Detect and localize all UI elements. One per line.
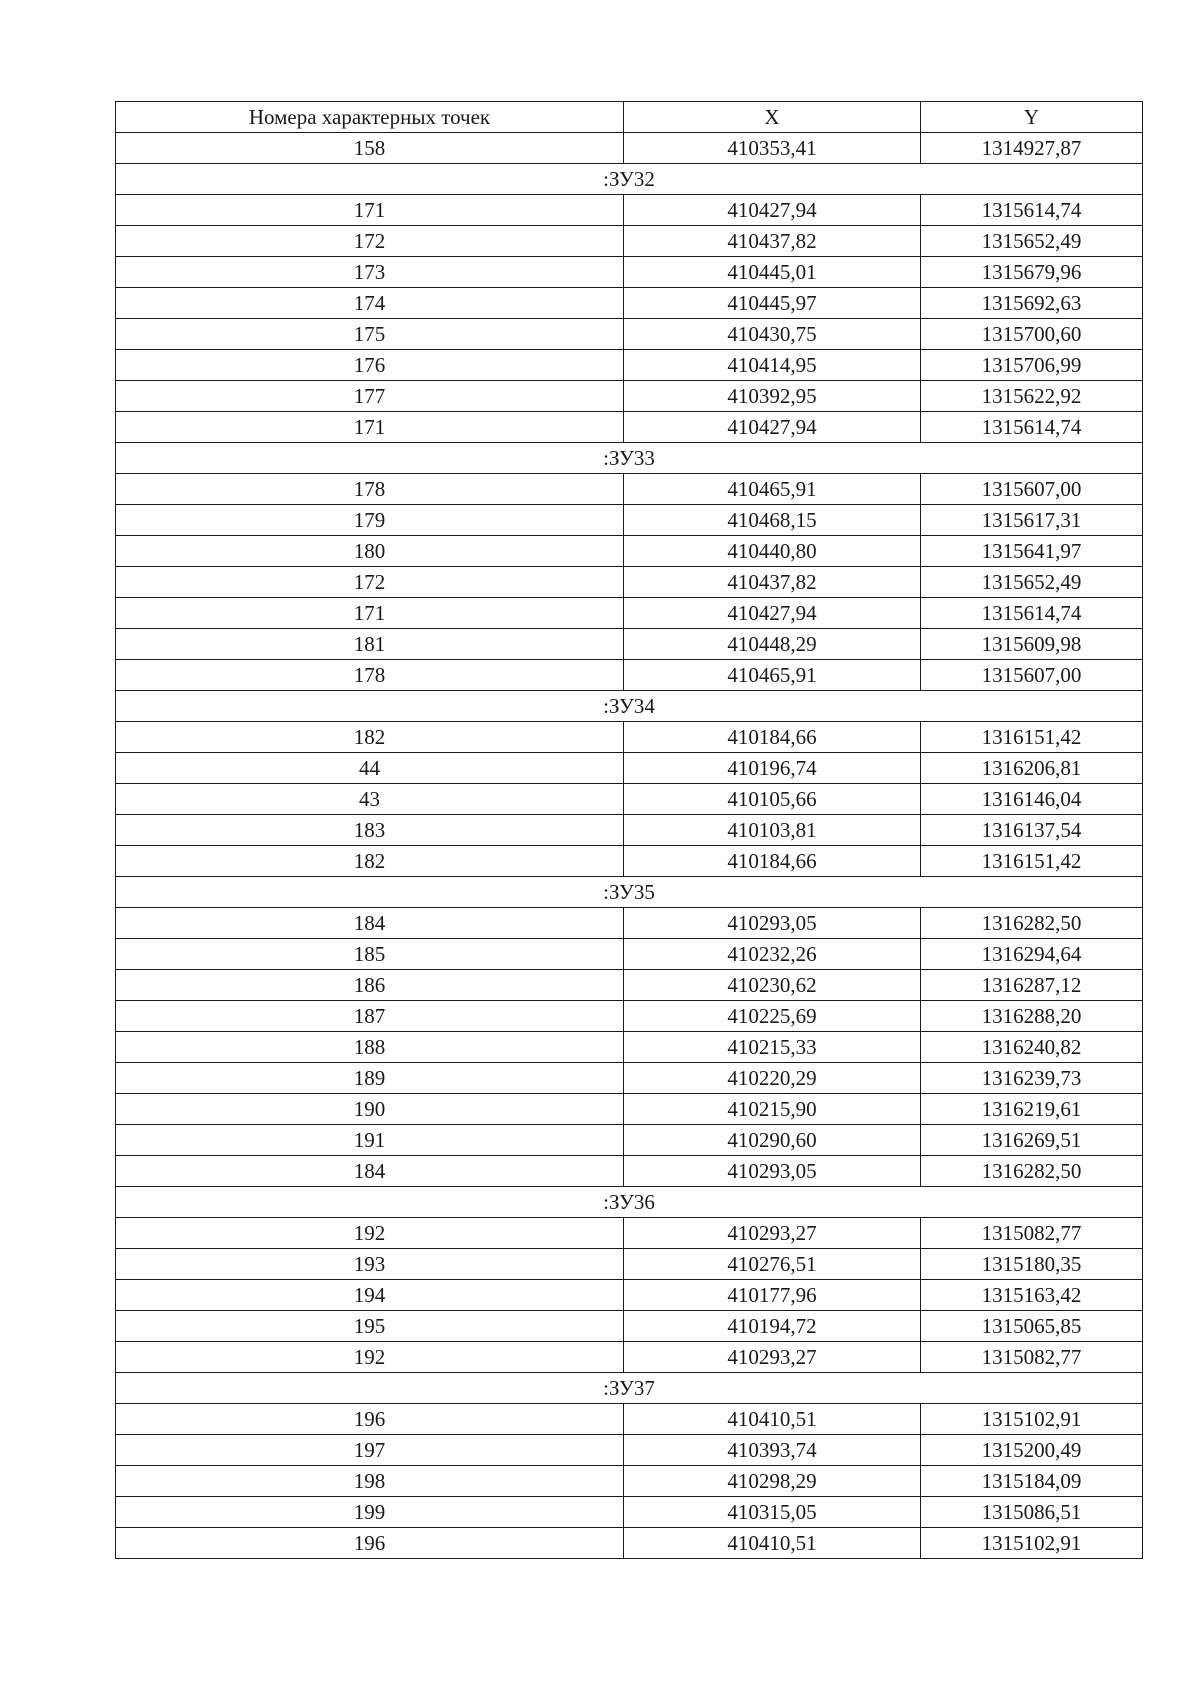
y-coordinate-cell: 1316282,50 xyxy=(921,1156,1143,1187)
y-coordinate-cell: 1315609,98 xyxy=(921,629,1143,660)
point-number-cell: 198 xyxy=(116,1466,624,1497)
x-coordinate-cell: 410184,66 xyxy=(624,846,921,877)
table-row xyxy=(116,970,1143,1001)
point-number-cell: 184 xyxy=(116,1156,624,1187)
table-row xyxy=(116,908,1143,939)
section-row xyxy=(116,877,1143,908)
y-coordinate-cell: 1315102,91 xyxy=(921,1528,1143,1559)
table-row xyxy=(116,536,1143,567)
section-label: :ЗУ34 xyxy=(116,691,1143,722)
table-row xyxy=(116,1249,1143,1280)
table-row xyxy=(116,1063,1143,1094)
table-row xyxy=(116,226,1143,257)
point-number-cell: 171 xyxy=(116,412,624,443)
table-row xyxy=(116,567,1143,598)
point-number-cell: 172 xyxy=(116,567,624,598)
x-coordinate-cell: 410293,05 xyxy=(624,1156,921,1187)
point-number-cell: 176 xyxy=(116,350,624,381)
point-number-cell: 188 xyxy=(116,1032,624,1063)
x-coordinate-cell: 410414,95 xyxy=(624,350,921,381)
x-coordinate-cell: 410220,29 xyxy=(624,1063,921,1094)
y-coordinate-cell: 1315700,60 xyxy=(921,319,1143,350)
x-coordinate-cell: 410232,26 xyxy=(624,939,921,970)
x-coordinate-cell: 410230,62 xyxy=(624,970,921,1001)
point-number-cell: 193 xyxy=(116,1249,624,1280)
point-number-cell: 196 xyxy=(116,1404,624,1435)
x-coordinate-cell: 410392,95 xyxy=(624,381,921,412)
y-coordinate-cell: 1315617,31 xyxy=(921,505,1143,536)
y-coordinate-cell: 1316294,64 xyxy=(921,939,1143,970)
point-number-cell: 187 xyxy=(116,1001,624,1032)
section-row xyxy=(116,1373,1143,1404)
section-row xyxy=(116,443,1143,474)
section-label: :ЗУ35 xyxy=(116,877,1143,908)
y-coordinate-cell: 1315622,92 xyxy=(921,381,1143,412)
y-coordinate-cell: 1315692,63 xyxy=(921,288,1143,319)
y-coordinate-cell: 1315102,91 xyxy=(921,1404,1143,1435)
section-label: :ЗУ36 xyxy=(116,1187,1143,1218)
y-coordinate-cell: 1315082,77 xyxy=(921,1342,1143,1373)
table-row xyxy=(116,257,1143,288)
point-number-cell: 191 xyxy=(116,1125,624,1156)
y-coordinate-cell: 1316269,51 xyxy=(921,1125,1143,1156)
x-coordinate-cell: 410177,96 xyxy=(624,1280,921,1311)
table-row xyxy=(116,195,1143,226)
y-coordinate-cell: 1316146,04 xyxy=(921,784,1143,815)
table-row xyxy=(116,381,1143,412)
y-coordinate-cell: 1316137,54 xyxy=(921,815,1143,846)
y-coordinate-cell: 1316282,50 xyxy=(921,908,1143,939)
x-coordinate-cell: 410445,01 xyxy=(624,257,921,288)
point-number-cell: 172 xyxy=(116,226,624,257)
y-coordinate-cell: 1314927,87 xyxy=(921,133,1143,164)
table-row xyxy=(116,288,1143,319)
point-number-cell: 44 xyxy=(116,753,624,784)
table-row xyxy=(116,815,1143,846)
x-coordinate-cell: 410410,51 xyxy=(624,1528,921,1559)
table-row xyxy=(116,598,1143,629)
point-number-cell: 184 xyxy=(116,908,624,939)
point-number-cell: 171 xyxy=(116,598,624,629)
x-coordinate-cell: 410465,91 xyxy=(624,660,921,691)
y-coordinate-cell: 1316288,20 xyxy=(921,1001,1143,1032)
point-number-cell: 185 xyxy=(116,939,624,970)
coordinates-table xyxy=(115,101,1143,1559)
x-coordinate-cell: 410437,82 xyxy=(624,567,921,598)
x-coordinate-cell: 410215,33 xyxy=(624,1032,921,1063)
point-number-cell: 182 xyxy=(116,722,624,753)
table-row xyxy=(116,1466,1143,1497)
x-coordinate-cell: 410465,91 xyxy=(624,474,921,505)
table-row xyxy=(116,1032,1143,1063)
x-coordinate-cell: 410184,66 xyxy=(624,722,921,753)
x-coordinate-cell: 410393,74 xyxy=(624,1435,921,1466)
table-row xyxy=(116,846,1143,877)
x-coordinate-cell: 410468,15 xyxy=(624,505,921,536)
table-row xyxy=(116,133,1143,164)
y-coordinate-cell: 1315607,00 xyxy=(921,474,1143,505)
point-number-cell: 181 xyxy=(116,629,624,660)
y-coordinate-cell: 1315163,42 xyxy=(921,1280,1143,1311)
x-coordinate-cell: 410194,72 xyxy=(624,1311,921,1342)
section-label: :ЗУ33 xyxy=(116,443,1143,474)
y-coordinate-cell: 1316240,82 xyxy=(921,1032,1143,1063)
table-row xyxy=(116,1218,1143,1249)
point-number-cell: 194 xyxy=(116,1280,624,1311)
point-number-cell: 186 xyxy=(116,970,624,1001)
x-coordinate-cell: 410215,90 xyxy=(624,1094,921,1125)
x-coordinate-cell: 410105,66 xyxy=(624,784,921,815)
y-coordinate-cell: 1315086,51 xyxy=(921,1497,1143,1528)
point-number-cell: 43 xyxy=(116,784,624,815)
point-number-cell: 158 xyxy=(116,133,624,164)
y-coordinate-cell: 1315652,49 xyxy=(921,226,1143,257)
section-row xyxy=(116,164,1143,195)
x-coordinate-cell: 410293,05 xyxy=(624,908,921,939)
table-row xyxy=(116,1435,1143,1466)
x-coordinate-cell: 410290,60 xyxy=(624,1125,921,1156)
point-number-cell: 175 xyxy=(116,319,624,350)
table-row xyxy=(116,1528,1143,1559)
x-coordinate-cell: 410427,94 xyxy=(624,598,921,629)
x-coordinate-cell: 410293,27 xyxy=(624,1218,921,1249)
x-coordinate-cell: 410225,69 xyxy=(624,1001,921,1032)
x-coordinate-cell: 410445,97 xyxy=(624,288,921,319)
table-row xyxy=(116,1497,1143,1528)
table-row xyxy=(116,1311,1143,1342)
point-number-cell: 178 xyxy=(116,474,624,505)
point-number-cell: 192 xyxy=(116,1218,624,1249)
y-coordinate-cell: 1315065,85 xyxy=(921,1311,1143,1342)
x-coordinate-cell: 410430,75 xyxy=(624,319,921,350)
y-coordinate-cell: 1315641,97 xyxy=(921,536,1143,567)
table-row xyxy=(116,660,1143,691)
y-coordinate-cell: 1315607,00 xyxy=(921,660,1143,691)
table-row xyxy=(116,350,1143,381)
y-coordinate-cell: 1316151,42 xyxy=(921,846,1143,877)
y-coordinate-cell: 1315679,96 xyxy=(921,257,1143,288)
section-label: :ЗУ32 xyxy=(116,164,1143,195)
table-row xyxy=(116,722,1143,753)
point-number-cell: 183 xyxy=(116,815,624,846)
point-number-cell: 195 xyxy=(116,1311,624,1342)
x-coordinate-cell: 410276,51 xyxy=(624,1249,921,1280)
y-coordinate-cell: 1316219,61 xyxy=(921,1094,1143,1125)
point-number-cell: 192 xyxy=(116,1342,624,1373)
table-row xyxy=(116,939,1143,970)
table-row xyxy=(116,1342,1143,1373)
point-number-cell: 174 xyxy=(116,288,624,319)
section-row xyxy=(116,691,1143,722)
table-row xyxy=(116,1404,1143,1435)
table-row xyxy=(116,629,1143,660)
point-number-cell: 197 xyxy=(116,1435,624,1466)
x-coordinate-cell: 410440,80 xyxy=(624,536,921,567)
point-number-cell: 180 xyxy=(116,536,624,567)
y-coordinate-cell: 1315184,09 xyxy=(921,1466,1143,1497)
table-body xyxy=(116,133,1143,1559)
point-number-cell: 190 xyxy=(116,1094,624,1125)
table-row xyxy=(116,1125,1143,1156)
x-coordinate-cell: 410410,51 xyxy=(624,1404,921,1435)
point-number-cell: 189 xyxy=(116,1063,624,1094)
y-coordinate-cell: 1316239,73 xyxy=(921,1063,1143,1094)
x-coordinate-cell: 410427,94 xyxy=(624,195,921,226)
y-coordinate-cell: 1315652,49 xyxy=(921,567,1143,598)
header-point-number: Номера характерных точек xyxy=(116,102,624,133)
y-coordinate-cell: 1315614,74 xyxy=(921,195,1143,226)
y-coordinate-cell: 1316287,12 xyxy=(921,970,1143,1001)
y-coordinate-cell: 1315200,49 xyxy=(921,1435,1143,1466)
x-coordinate-cell: 410196,74 xyxy=(624,753,921,784)
table-row xyxy=(116,505,1143,536)
section-label: :ЗУ37 xyxy=(116,1373,1143,1404)
table-header-row xyxy=(116,102,1143,133)
point-number-cell: 182 xyxy=(116,846,624,877)
header-y: Y xyxy=(921,102,1143,133)
y-coordinate-cell: 1315614,74 xyxy=(921,598,1143,629)
y-coordinate-cell: 1315082,77 xyxy=(921,1218,1143,1249)
x-coordinate-cell: 410353,41 xyxy=(624,133,921,164)
y-coordinate-cell: 1315180,35 xyxy=(921,1249,1143,1280)
x-coordinate-cell: 410298,29 xyxy=(624,1466,921,1497)
point-number-cell: 199 xyxy=(116,1497,624,1528)
y-coordinate-cell: 1315614,74 xyxy=(921,412,1143,443)
table-row xyxy=(116,753,1143,784)
table-row xyxy=(116,474,1143,505)
table-row xyxy=(116,1156,1143,1187)
point-number-cell: 178 xyxy=(116,660,624,691)
x-coordinate-cell: 410427,94 xyxy=(624,412,921,443)
point-number-cell: 196 xyxy=(116,1528,624,1559)
table-row xyxy=(116,412,1143,443)
point-number-cell: 177 xyxy=(116,381,624,412)
x-coordinate-cell: 410293,27 xyxy=(624,1342,921,1373)
x-coordinate-cell: 410103,81 xyxy=(624,815,921,846)
y-coordinate-cell: 1316206,81 xyxy=(921,753,1143,784)
x-coordinate-cell: 410448,29 xyxy=(624,629,921,660)
table-row xyxy=(116,1001,1143,1032)
x-coordinate-cell: 410437,82 xyxy=(624,226,921,257)
table-row xyxy=(116,319,1143,350)
header-x: X xyxy=(624,102,921,133)
point-number-cell: 173 xyxy=(116,257,624,288)
y-coordinate-cell: 1315706,99 xyxy=(921,350,1143,381)
point-number-cell: 179 xyxy=(116,505,624,536)
point-number-cell: 171 xyxy=(116,195,624,226)
y-coordinate-cell: 1316151,42 xyxy=(921,722,1143,753)
table-row xyxy=(116,1280,1143,1311)
section-row xyxy=(116,1187,1143,1218)
x-coordinate-cell: 410315,05 xyxy=(624,1497,921,1528)
table-row xyxy=(116,1094,1143,1125)
table-row xyxy=(116,784,1143,815)
